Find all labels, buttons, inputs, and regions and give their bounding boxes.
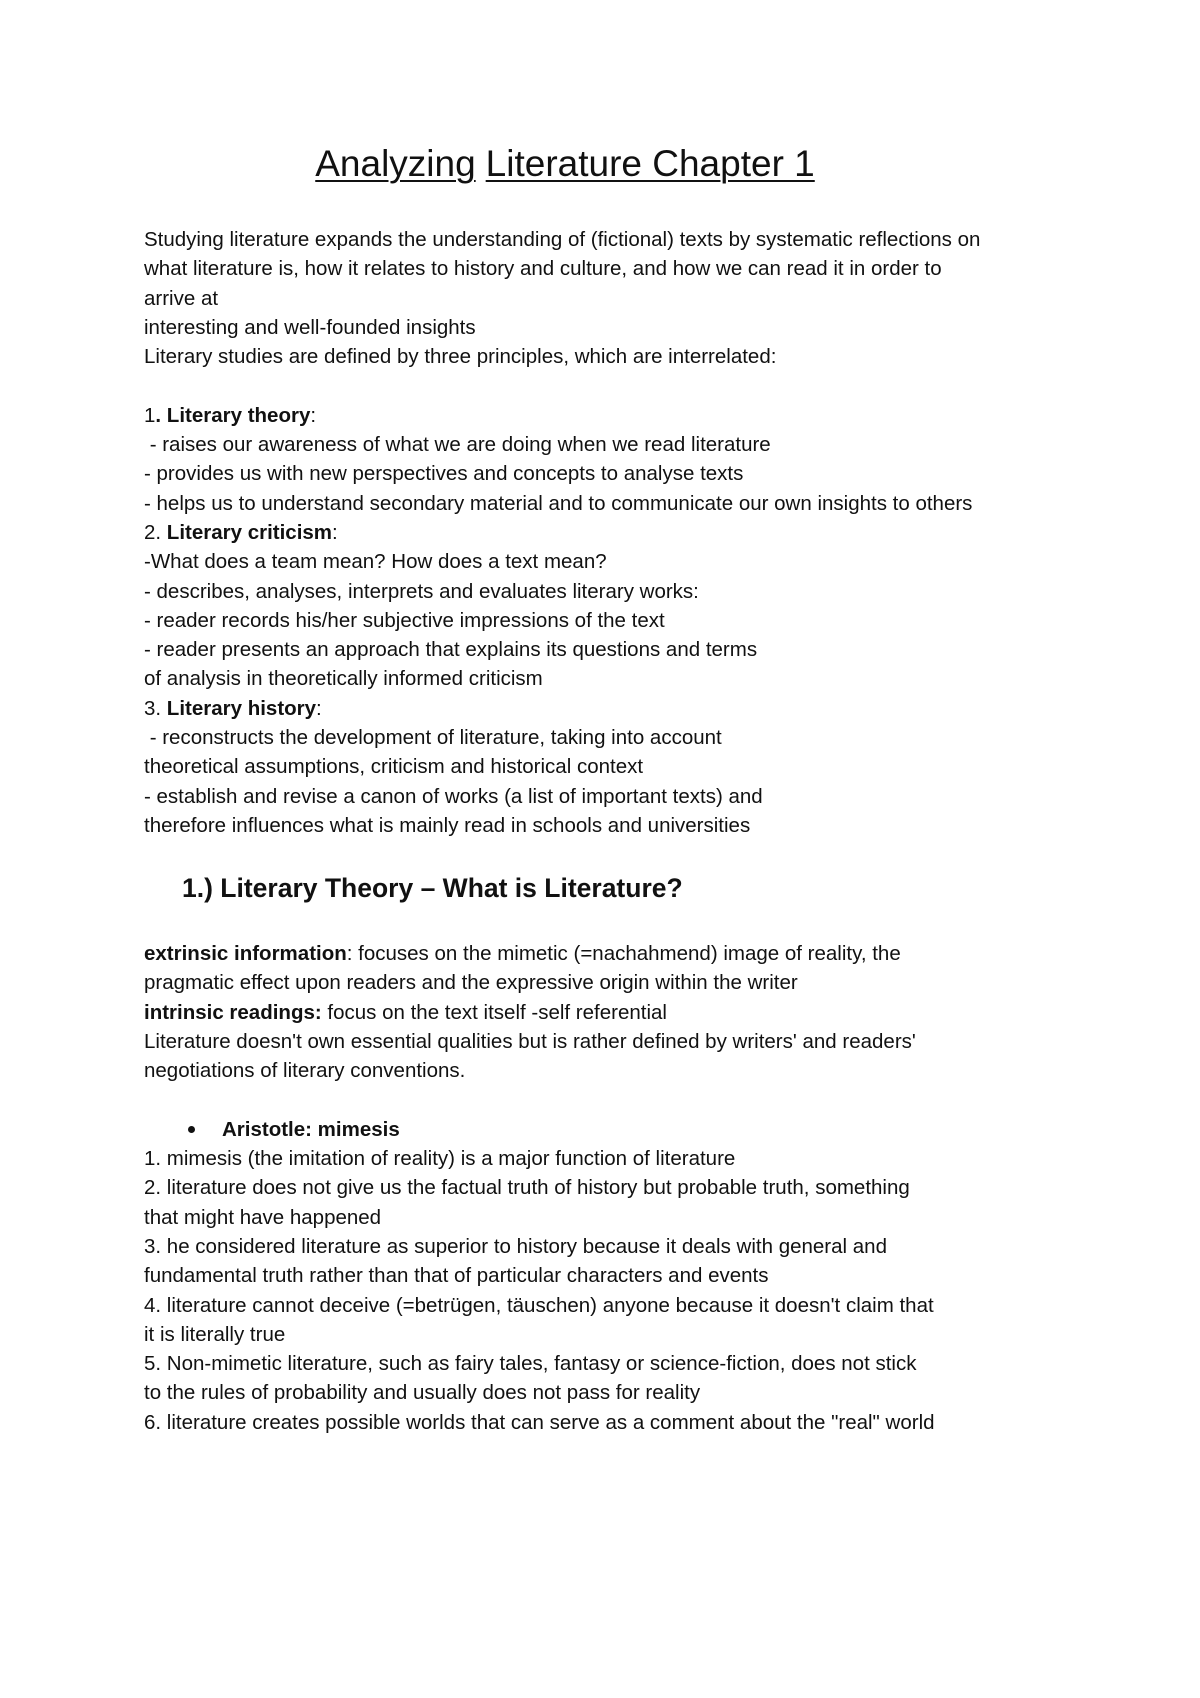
principle-2-line: of analysis in theoretically informed criticism [144,667,543,691]
conventions-line: negotiations of literary conventions. [144,1059,466,1083]
aristotle-point: 6. literature creates possible worlds that can serve as a comment about the "real" world [144,1410,935,1434]
principle-2-line: - reader presents an approach that explains its questions and terms [144,638,758,662]
intro-block [144,225,1074,840]
principle-2-label: Literary criticism [166,520,333,544]
page-title [0,142,1130,186]
principle-1-colon: : [310,403,317,427]
principle-2-line: -What does a team mean? How does a text mean? [144,550,607,574]
principle-1-number: 1 [144,403,156,427]
bullet-icon [188,1126,195,1133]
aristotle-point: 2. literature does not give us the factual truth of history but probable truth, something [144,1176,910,1200]
extrinsic-text: : focuses on the mimetic (=nachahmend) image of reality, the [346,942,901,965]
intro-line: arrive at [144,286,219,310]
extrinsic-label: extrinsic information [144,942,347,965]
theory-block [144,939,1074,1437]
extrinsic-line-2: pragmatic effect upon readers and the expressive origin within the writer [144,971,798,995]
principle-3-line: - establish and revise a canon of works (a list of important texts) and [144,784,763,808]
intrinsic-label: intrinsic readings: [144,1000,322,1024]
aristotle-point: 3. he considered literature as superior to history because it deals with general and [144,1234,887,1258]
principle-2-line: - reader records his/her subjective impressions of the text [144,608,665,632]
intrinsic-line [144,998,1074,1027]
spacer [144,371,1074,400]
title-part-2: Literature Chapter 1 [485,143,815,184]
principle-1-label: . Literary theory [155,403,311,427]
principle-3-number: 3. [144,696,167,720]
principle-2-number: 2. [144,520,167,544]
aristotle-point: it is literally true [144,1322,286,1346]
principle-1-line: - raises our awareness of what we are doing when we read literature [144,433,771,457]
extrinsic-line [144,939,1074,968]
principle-1-heading [144,401,1074,430]
intro-line: interesting and well-founded insights [144,315,476,339]
aristotle-bullet-item [144,1115,1074,1144]
spacer [144,1085,1074,1114]
aristotle-point: fundamental truth rather than that of particular characters and events [144,1264,769,1288]
principle-3-colon: : [316,696,322,720]
aristotle-point: that might have happened [144,1205,382,1229]
aristotle-point: 4. literature cannot deceive (=betrügen, täuschen) anyone because it doesn't claim that [144,1293,934,1317]
principle-3-label: Literary history [166,696,317,720]
conventions-line: Literature doesn't own essential qualities but is rather defined by writers' and readers' [144,1029,916,1053]
principle-3-line: - reconstructs the development of literature, taking into account [144,726,722,750]
section-heading: 1.) Literary Theory – What is Literature? [182,873,683,903]
aristotle-point: 1. mimesis (the imitation of reality) is a major function of literature [144,1147,736,1171]
principle-3-heading [144,694,1074,723]
intro-line: what literature is, how it relates to history and culture, and how we can read it in order to [144,257,942,281]
principle-2-colon: : [332,520,338,544]
principle-2-heading [144,518,1074,547]
aristotle-bullet-label: Aristotle: mimesis [222,1117,400,1141]
principle-3-line: theoretical assumptions, criticism and historical context [144,755,644,779]
title-part-1: Analyzing [315,143,476,184]
principle-1-line: - helps us to understand secondary material and to communicate our own insights to others [144,491,973,515]
intro-line: Literary studies are defined by three principles, which are interrelated: [144,345,777,369]
aristotle-point: 5. Non-mimetic literature, such as fairy tales, fantasy or science-fiction, does not stick [144,1352,917,1376]
intrinsic-text: focus on the text itself -self referential [321,1000,667,1024]
intro-line: Studying literature expands the understanding of (fictional) texts by systematic reflections on [144,228,981,251]
principle-3-line: therefore influences what is mainly read in schools and universities [144,813,751,837]
principle-1-line: - provides us with new perspectives and concepts to analyse texts [144,462,744,486]
aristotle-point: to the rules of probability and usually does not pass for reality [144,1381,701,1405]
principle-2-line: - describes, analyses, interprets and evaluates literary works: [144,579,699,603]
